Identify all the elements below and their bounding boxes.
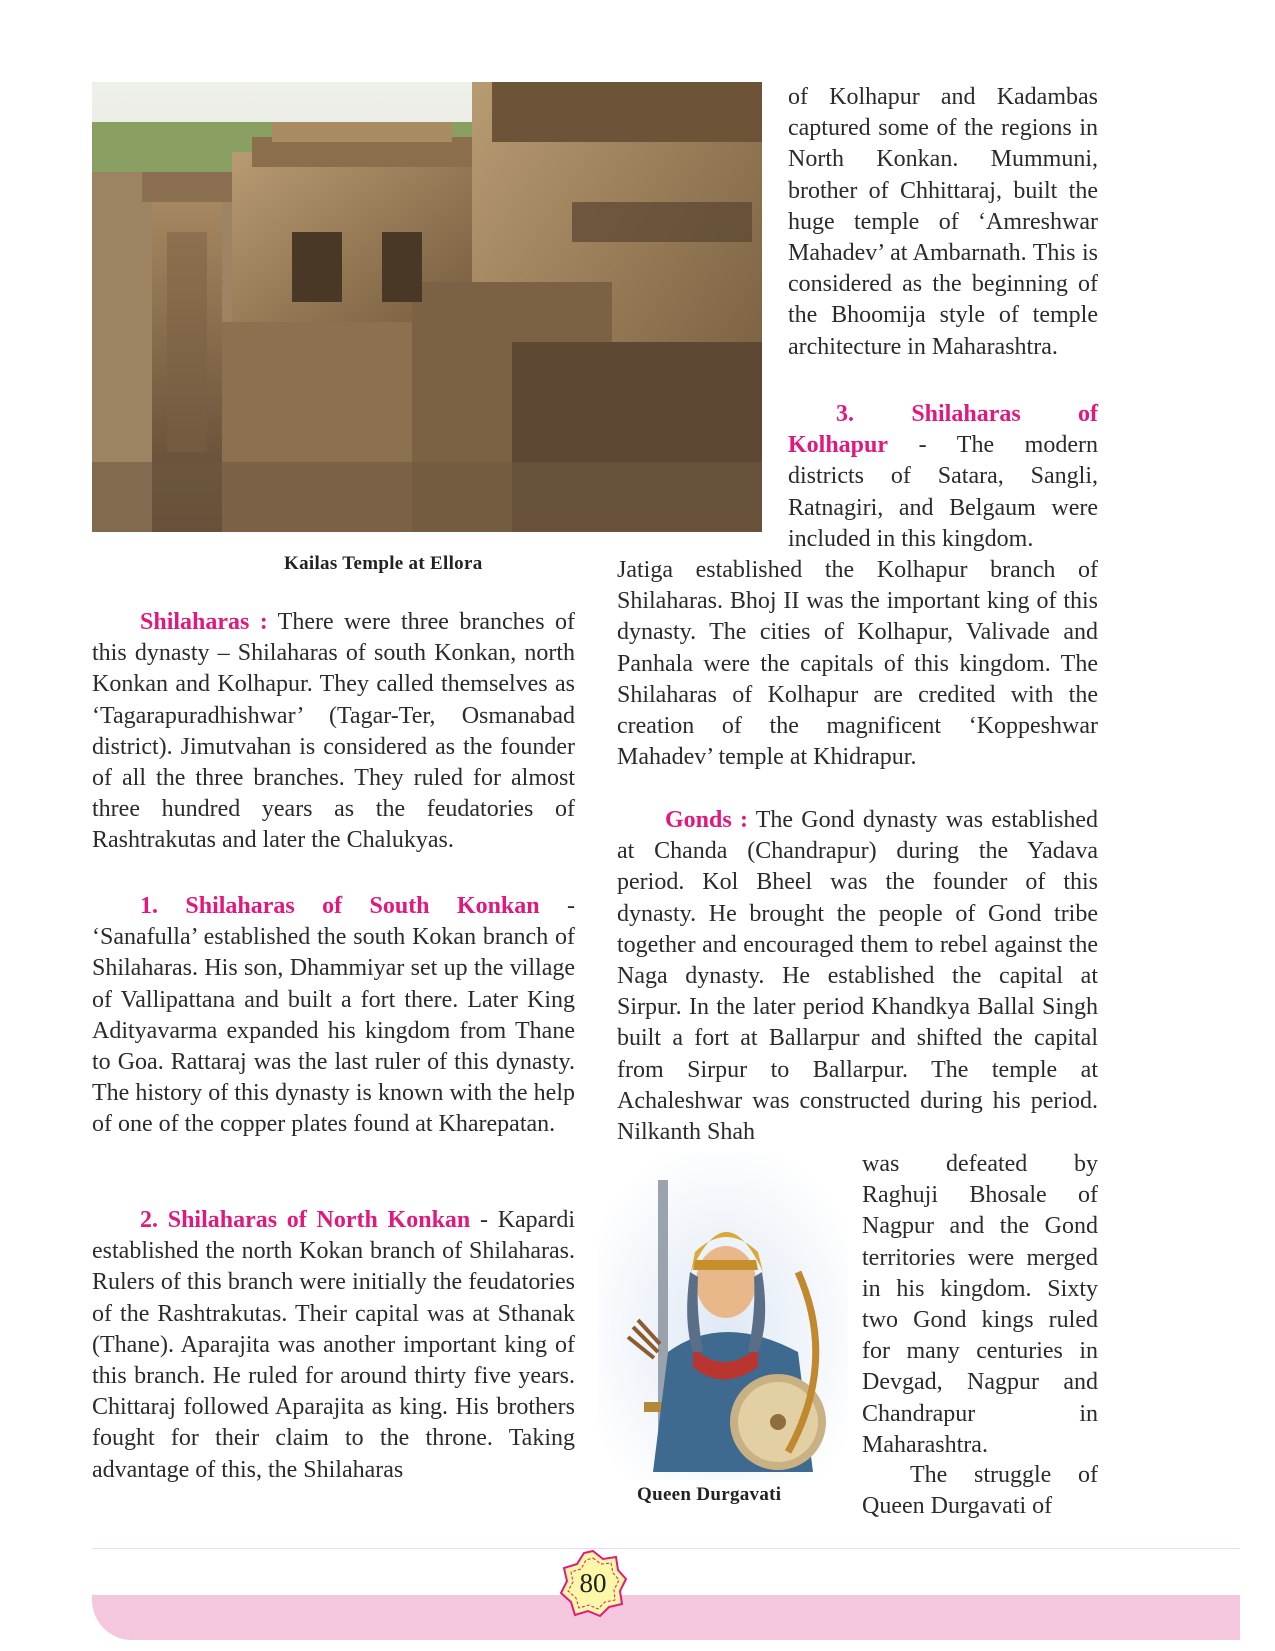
north-konkan-heading: 2. Shilaharas of North Konkan <box>140 1207 471 1233</box>
shilaharas-paragraph <box>92 607 575 857</box>
gonds-narrow-paragraph: was defeated by Raghuji Bhosale of Nagpur and the Gond territories were merged in his kingdom. Sixty two Gond kings ruled for many centuries in Devgad, Nagpur and Chandrapur in Maharashtra. <box>862 1151 1098 1458</box>
north-konkan-paragraph <box>92 1205 575 1486</box>
south-konkan-paragraph <box>92 891 575 1141</box>
kolhapur-intro-paragraph <box>788 399 1098 555</box>
kolhapur-intro-text: - The modern districts of Satara, Sangli, Ratnagiri, and Belgaum were included in this kingdom. <box>788 432 1098 552</box>
shilaharas-text: There were three branches of this dynasty – Shilaharas of south Konkan, north Konkan and Kolhapur. They called themselves as ‘Tagarapuradhishwar’ (Tagar-Ter, Osmanabad district). Jimutvahan is considered as the founder of all the three branches. They ruled for almost three hundred years as the feudatories of Rashtrakutas and later the Chalukyas. <box>92 609 575 854</box>
south-konkan-heading: 1. Shilaharas of South Konkan <box>140 893 540 919</box>
gonds-heading: Gonds : <box>665 807 748 833</box>
gonds-text: The Gond dynasty was established at Chanda (Chandrapur) during the Yadava period. Kol Bheel was the founder of this dynasty. He brought the people of Gond tribe together and encouraged them to rebel against the Naga dynasty. He established the capital at Sirpur. In the later period Khandkya Ballal Singh built a fort at Ballarpur and shifted the capital from Sirpur to Ballarpur. The temple at Achaleshwar was constructed during his period. Nilkanth Shah <box>617 807 1098 1146</box>
footer-divider <box>92 1548 1240 1595</box>
north-konkan-text: - Kapardi established the north Kokan branch of Shilaharas. Rulers of this branch were initially the feudatories of the Rashtrakutas. Their capital was at Sthanak (Thane). Aparajita was another important king of this branch. He ruled for around thirty five years. Chittaraj followed Aparajita as king. His brothers fought for their claim to the throne. Taking advantage of this, the Shilaharas <box>92 1207 575 1483</box>
queen-durgavati-illustration <box>598 1152 848 1480</box>
gonds-paragraph <box>617 805 1098 1148</box>
kolhapur-paragraph: Jatiga established the Kolhapur branch of Shilaharas. Bhoj II was the important king of this dynasty. The cities of Kolhapur, Valivade and Panhala were the capitals of this kingdom. The Shilaharas of Kolhapur are credited with the creation of the magnificent ‘Koppeshwar Mahadev’ temple at Khidrapur. <box>617 557 1098 771</box>
durgavati-paragraph: The struggle of Queen Durgavati of <box>862 1462 1098 1520</box>
shilaharas-heading: Shilaharas : <box>140 609 268 635</box>
page-number: 80 <box>579 1568 607 1598</box>
kadambas-paragraph: of Kolhapur and Kadambas captured some of the regions in North Konkan. Mummuni, brother of Chhittaraj, built the huge temple of ‘Amreshwar Mahadev’ at Ambarnath. This is considered as the beginning of the Bhoomija style of temple architecture in Maharashtra. <box>788 84 1098 360</box>
queen-caption: Queen Durgavati <box>637 1484 782 1505</box>
temple-caption: Kailas Temple at Ellora <box>284 553 483 574</box>
kailas-temple-photo <box>92 82 762 532</box>
south-konkan-text: - ‘Sanafulla’ established the south Kokan branch of Shilaharas. His son, Dhammiyar set up the village of Vallipattana and built a fort there. Later King Adityavarma expanded his kingdom from Thane to Goa. Rattaraj was the last ruler of this dynasty. The history of this dynasty is known with the help of one of the copper plates found at Kharepatan. <box>92 893 575 1138</box>
kolhapur-heading: 3. Shilaharas of Kolhapur <box>788 401 1098 459</box>
